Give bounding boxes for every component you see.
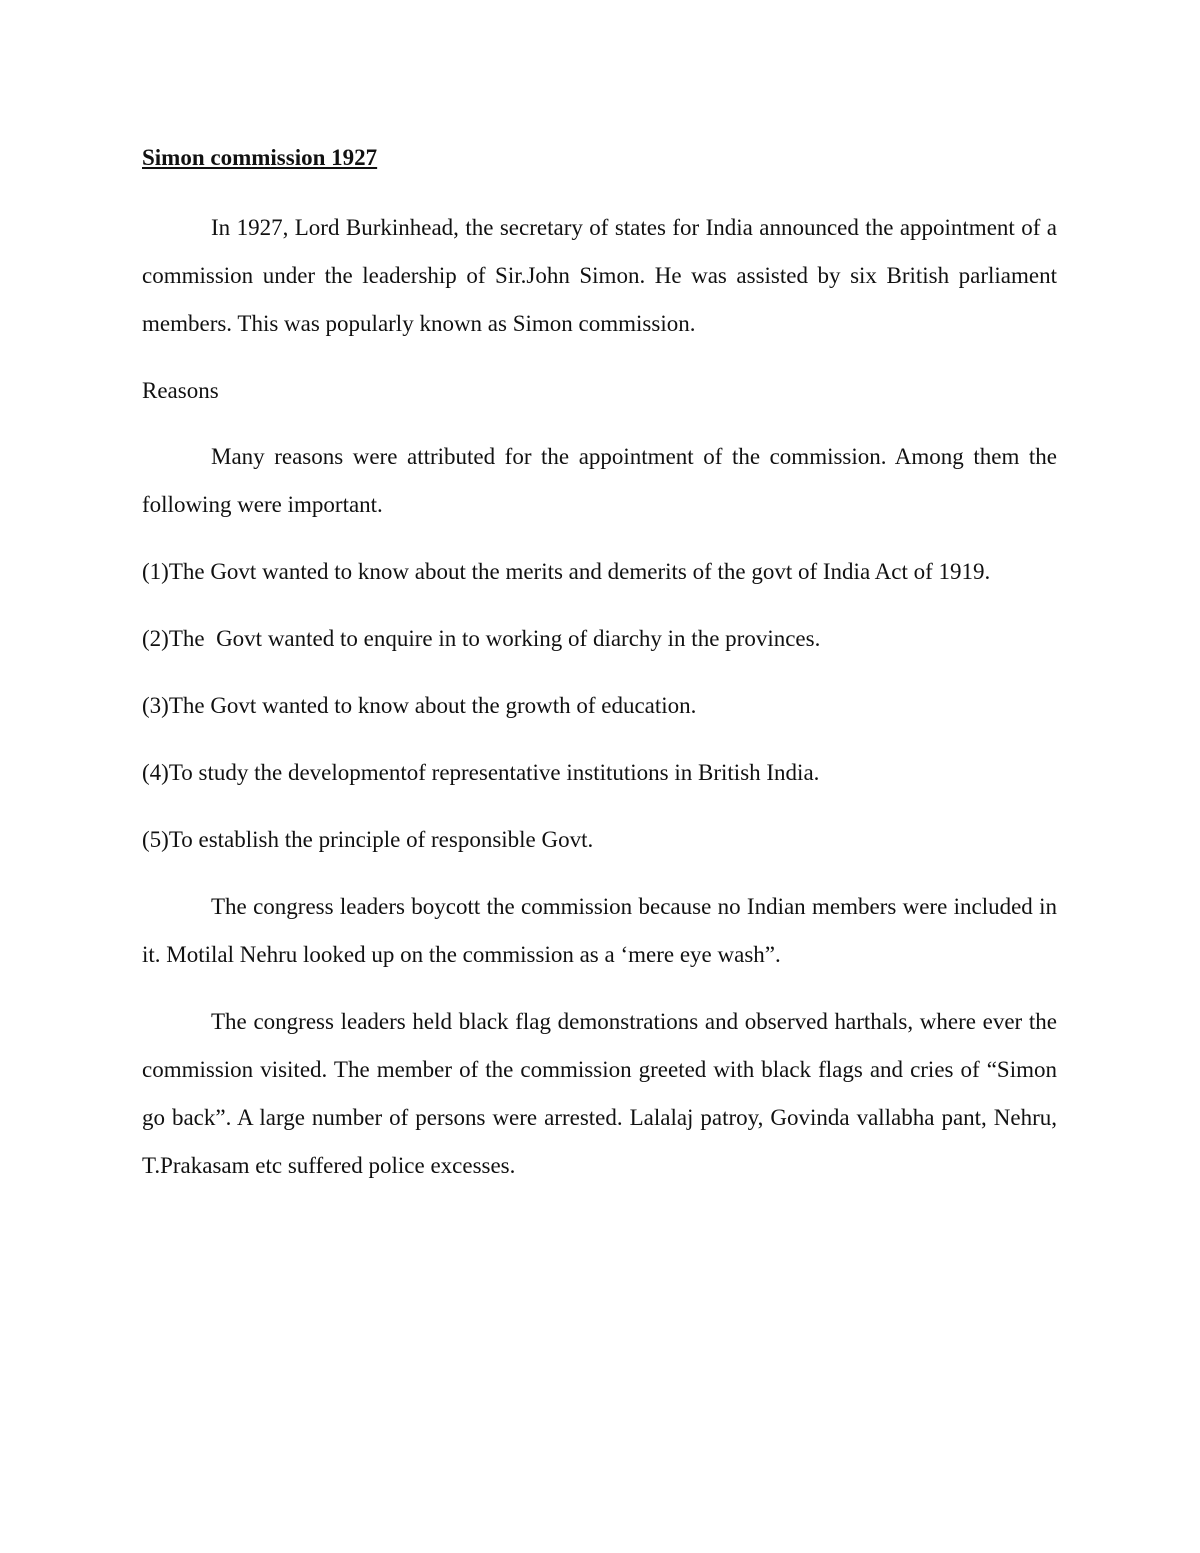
section-heading-reasons: Reasons [142,378,219,403]
protest-paragraph: The congress leaders held black flag demonstrations and observed harthals, where ever the commission visited. The member of the commission greeted with black flags and cries of “Simon go back”. A large number of persons were arrested. Lalalaj patroy, Govinda vallabha pant, Nehru, T.Prakasam etc suffered police excesses. [142,1009,1057,1178]
reasons-paragraph: Many reasons were attributed for the appointment of the commission. Among them the following were important. [142,444,1057,517]
document-title: Simon commission 1927 [142,145,378,170]
boycott-paragraph: The congress leaders boycott the commission because no Indian members were included in it. Motilal Nehru looked up on the commission as a ‘mere eye wash”. [142,894,1057,967]
reason-item-3: (3)The Govt wanted to know about the growth of education. [142,693,697,718]
reason-item-5: (5)To establish the principle of responsible Govt. [142,827,594,852]
reason-item-4: (4)To study the developmentof representative institutions in British India. [142,760,820,785]
document-page [142,140,1057,1190]
intro-paragraph: In 1927, Lord Burkinhead, the secretary of states for India announced the appointment of a commission under the leadership of Sir.John Simon. He was assisted by six British parliament members. This was popularly known as Simon commission. [142,215,1057,336]
reason-item-1: (1)The Govt wanted to know about the merits and demerits of the govt of India Act of 1919. [142,559,991,584]
reason-item-2: (2)The Govt wanted to enquire in to working of diarchy in the provinces. [142,626,821,651]
